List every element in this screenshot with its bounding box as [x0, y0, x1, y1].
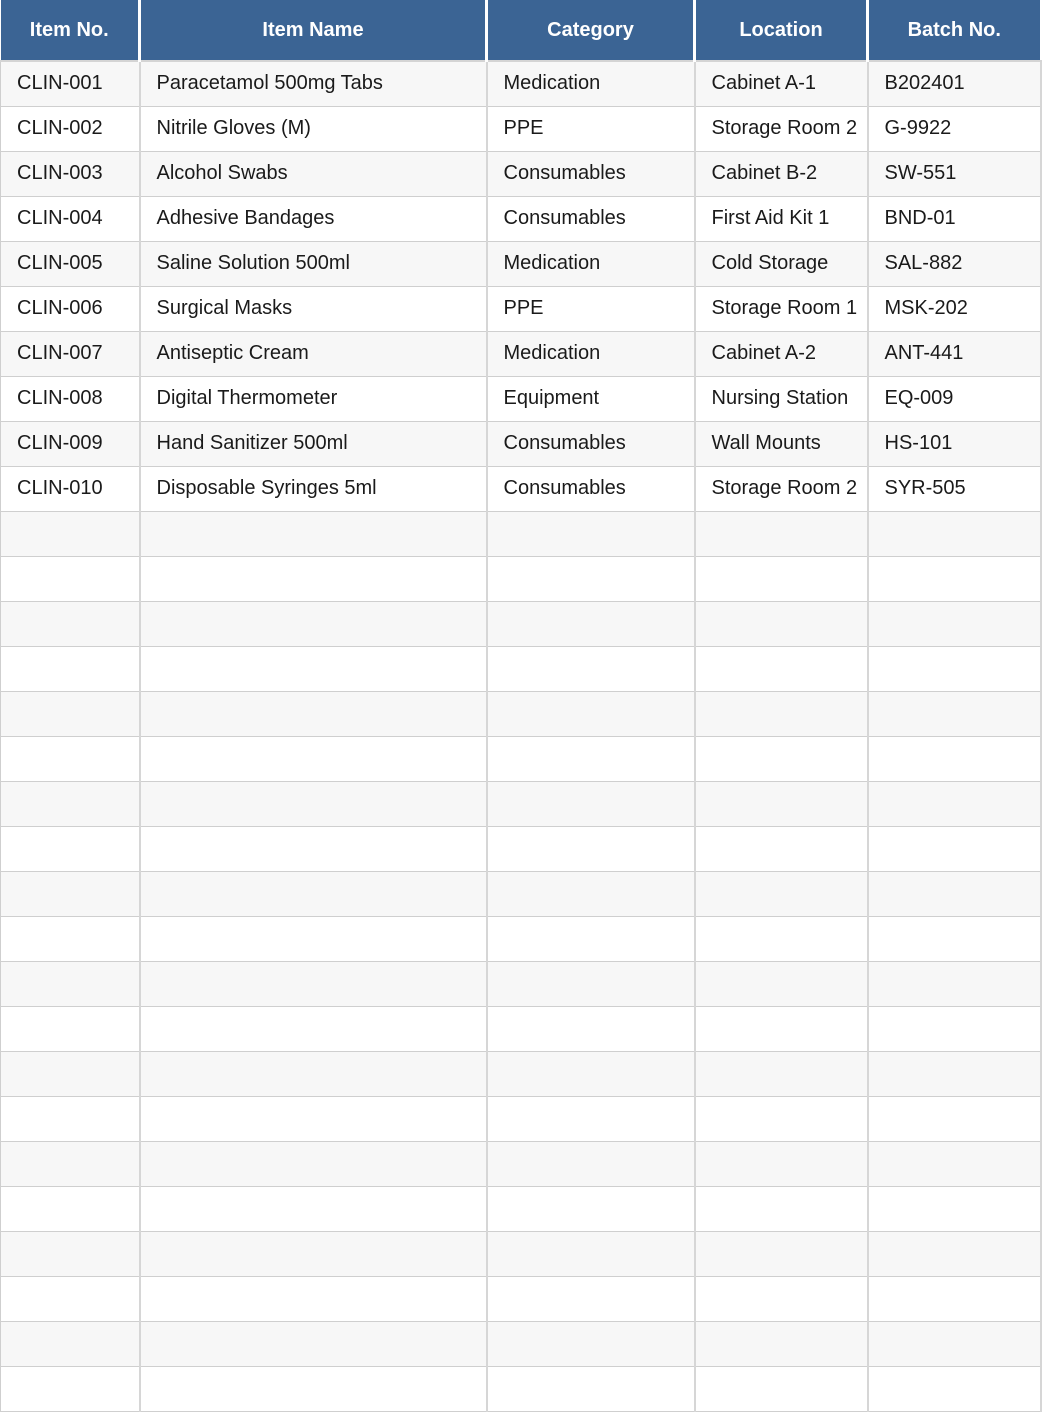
item-name-cell[interactable]: Alcohol Swabs — [140, 151, 487, 196]
table-row — [1, 196, 1041, 241]
table-row — [1, 1006, 1041, 1051]
batch-no-cell[interactable] — [868, 1276, 1041, 1321]
item-name-cell[interactable] — [140, 781, 487, 826]
table-row — [1, 916, 1041, 961]
item-name-cell[interactable] — [140, 1051, 487, 1096]
table-row — [1, 1231, 1041, 1276]
item-name-cell[interactable]: Saline Solution 500ml — [140, 241, 487, 286]
category-cell[interactable] — [487, 1141, 695, 1186]
item-no-cell[interactable] — [1, 1186, 140, 1231]
location-cell[interactable]: Cabinet A-1 — [695, 61, 868, 106]
category-cell[interactable] — [487, 826, 695, 871]
batch-no-cell[interactable]: EQ-009 — [868, 376, 1041, 421]
category-cell[interactable] — [487, 691, 695, 736]
table-row — [1, 736, 1041, 781]
table-row — [1, 151, 1041, 196]
table-row — [1, 421, 1041, 466]
location-cell[interactable]: Wall Mounts — [695, 421, 868, 466]
location-cell[interactable] — [695, 961, 868, 1006]
category-cell[interactable] — [487, 1366, 695, 1411]
item-no-cell[interactable] — [1, 1276, 140, 1321]
item-no-cell[interactable]: CLIN-002 — [1, 106, 140, 151]
item-name-cell[interactable]: Adhesive Bandages — [140, 196, 487, 241]
location-cell[interactable]: First Aid Kit 1 — [695, 196, 868, 241]
header-category[interactable]: Category — [487, 0, 695, 61]
item-no-cell[interactable]: CLIN-007 — [1, 331, 140, 376]
batch-no-cell[interactable] — [868, 1321, 1041, 1366]
table-row — [1, 1051, 1041, 1096]
location-cell[interactable] — [695, 646, 868, 691]
item-name-cell[interactable]: Antiseptic Cream — [140, 331, 487, 376]
item-name-cell[interactable]: Paracetamol 500mg Tabs — [140, 61, 487, 106]
item-name-cell[interactable] — [140, 1321, 487, 1366]
batch-no-cell[interactable] — [868, 826, 1041, 871]
category-cell[interactable]: Consumables — [487, 466, 695, 511]
batch-no-cell[interactable] — [868, 781, 1041, 826]
category-cell[interactable] — [487, 736, 695, 781]
item-no-cell[interactable] — [1, 1366, 140, 1411]
item-name-cell[interactable]: Surgical Masks — [140, 286, 487, 331]
table-row — [1, 1096, 1041, 1141]
table-row — [1, 646, 1041, 691]
table-row — [1, 601, 1041, 646]
category-cell[interactable] — [487, 781, 695, 826]
location-cell[interactable]: Storage Room 1 — [695, 286, 868, 331]
table-row — [1, 466, 1041, 511]
table-row — [1, 1276, 1041, 1321]
header-row — [1, 0, 1041, 61]
category-cell[interactable]: Medication — [487, 331, 695, 376]
item-name-cell[interactable] — [140, 1096, 487, 1141]
table-row — [1, 1141, 1041, 1186]
item-no-cell[interactable] — [1, 871, 140, 916]
table-row — [1, 1366, 1041, 1411]
batch-no-cell[interactable] — [868, 691, 1041, 736]
table-row — [1, 826, 1041, 871]
item-no-cell[interactable] — [1, 556, 140, 601]
header-location[interactable]: Location — [695, 0, 868, 61]
batch-no-cell[interactable] — [868, 1141, 1041, 1186]
category-cell[interactable] — [487, 601, 695, 646]
item-no-cell[interactable] — [1, 916, 140, 961]
item-name-cell[interactable] — [140, 556, 487, 601]
category-cell[interactable] — [487, 646, 695, 691]
table-row — [1, 556, 1041, 601]
category-cell[interactable] — [487, 916, 695, 961]
item-no-cell[interactable]: CLIN-003 — [1, 151, 140, 196]
batch-no-cell[interactable] — [868, 1366, 1041, 1411]
table-row — [1, 241, 1041, 286]
location-cell[interactable] — [695, 871, 868, 916]
item-no-cell[interactable] — [1, 826, 140, 871]
item-name-cell[interactable] — [140, 826, 487, 871]
item-name-cell[interactable] — [140, 601, 487, 646]
location-cell[interactable]: Storage Room 2 — [695, 106, 868, 151]
location-cell[interactable] — [695, 601, 868, 646]
batch-no-cell[interactable]: BND-01 — [868, 196, 1041, 241]
category-cell[interactable] — [487, 511, 695, 556]
item-name-cell[interactable] — [140, 646, 487, 691]
batch-no-cell[interactable] — [868, 601, 1041, 646]
batch-no-cell[interactable] — [868, 961, 1041, 1006]
item-name-cell[interactable] — [140, 691, 487, 736]
item-no-cell[interactable] — [1, 961, 140, 1006]
category-cell[interactable]: Medication — [487, 61, 695, 106]
table-row — [1, 1321, 1041, 1366]
table-row — [1, 961, 1041, 1006]
location-cell[interactable] — [695, 736, 868, 781]
category-cell[interactable]: PPE — [487, 106, 695, 151]
category-cell[interactable] — [487, 556, 695, 601]
location-cell[interactable]: Storage Room 2 — [695, 466, 868, 511]
item-no-cell[interactable] — [1, 1051, 140, 1096]
item-no-cell[interactable] — [1, 1141, 140, 1186]
location-cell[interactable]: Cabinet A-2 — [695, 331, 868, 376]
item-name-cell[interactable] — [140, 511, 487, 556]
category-cell[interactable]: Equipment — [487, 376, 695, 421]
item-no-cell[interactable] — [1, 691, 140, 736]
batch-no-cell[interactable]: B202401 — [868, 61, 1041, 106]
item-no-cell[interactable] — [1, 1321, 140, 1366]
item-no-cell[interactable] — [1, 736, 140, 781]
location-cell[interactable]: Cold Storage — [695, 241, 868, 286]
item-no-cell[interactable]: CLIN-008 — [1, 376, 140, 421]
item-name-cell[interactable]: Nitrile Gloves (M) — [140, 106, 487, 151]
item-no-cell[interactable]: CLIN-005 — [1, 241, 140, 286]
category-cell[interactable]: Consumables — [487, 196, 695, 241]
location-cell[interactable] — [695, 1141, 868, 1186]
item-no-cell[interactable] — [1, 781, 140, 826]
batch-no-cell[interactable]: G-9922 — [868, 106, 1041, 151]
item-name-cell[interactable] — [140, 1231, 487, 1276]
batch-no-cell[interactable] — [868, 556, 1041, 601]
location-cell[interactable] — [695, 1006, 868, 1051]
location-cell[interactable] — [695, 511, 868, 556]
location-cell[interactable]: Cabinet B-2 — [695, 151, 868, 196]
category-cell[interactable] — [487, 961, 695, 1006]
item-name-cell[interactable] — [140, 736, 487, 781]
batch-no-cell[interactable] — [868, 1051, 1041, 1096]
item-name-cell[interactable] — [140, 1366, 487, 1411]
header-batch-no[interactable]: Batch No. — [868, 0, 1041, 61]
item-name-cell[interactable] — [140, 1186, 487, 1231]
item-name-cell[interactable] — [140, 961, 487, 1006]
item-name-cell[interactable]: Hand Sanitizer 500ml — [140, 421, 487, 466]
category-cell[interactable] — [487, 1006, 695, 1051]
location-cell[interactable] — [695, 781, 868, 826]
location-cell[interactable]: Nursing Station — [695, 376, 868, 421]
item-no-cell[interactable]: CLIN-010 — [1, 466, 140, 511]
batch-no-cell[interactable] — [868, 646, 1041, 691]
batch-no-cell[interactable]: SW-551 — [868, 151, 1041, 196]
batch-no-cell[interactable] — [868, 736, 1041, 781]
header-item-name[interactable]: Item Name — [140, 0, 487, 61]
item-name-cell[interactable]: Disposable Syringes 5ml — [140, 466, 487, 511]
location-cell[interactable] — [695, 1096, 868, 1141]
item-no-cell[interactable] — [1, 1231, 140, 1276]
location-cell[interactable] — [695, 1231, 868, 1276]
batch-no-cell[interactable]: SAL-882 — [868, 241, 1041, 286]
item-no-cell[interactable]: CLIN-009 — [1, 421, 140, 466]
item-no-cell[interactable]: CLIN-006 — [1, 286, 140, 331]
category-cell[interactable]: Consumables — [487, 421, 695, 466]
item-no-cell[interactable] — [1, 511, 140, 556]
batch-no-cell[interactable]: SYR-505 — [868, 466, 1041, 511]
item-name-cell[interactable] — [140, 916, 487, 961]
batch-no-cell[interactable] — [868, 1231, 1041, 1276]
item-name-cell[interactable]: Digital Thermometer — [140, 376, 487, 421]
category-cell[interactable] — [487, 1231, 695, 1276]
item-no-cell[interactable]: CLIN-001 — [1, 61, 140, 106]
location-cell[interactable] — [695, 1051, 868, 1096]
category-cell[interactable] — [487, 1051, 695, 1096]
table-row — [1, 871, 1041, 916]
location-cell[interactable] — [695, 1276, 868, 1321]
item-name-cell[interactable] — [140, 1276, 487, 1321]
batch-no-cell[interactable] — [868, 1186, 1041, 1231]
item-name-cell[interactable] — [140, 1141, 487, 1186]
location-cell[interactable] — [695, 556, 868, 601]
batch-no-cell[interactable] — [868, 916, 1041, 961]
location-cell[interactable] — [695, 1186, 868, 1231]
batch-no-cell[interactable]: HS-101 — [868, 421, 1041, 466]
table-row — [1, 1186, 1041, 1231]
location-cell[interactable] — [695, 916, 868, 961]
table-row — [1, 286, 1041, 331]
item-name-cell[interactable] — [140, 871, 487, 916]
table-row — [1, 331, 1041, 376]
location-cell[interactable] — [695, 1366, 868, 1411]
category-cell[interactable]: Medication — [487, 241, 695, 286]
batch-no-cell[interactable]: MSK-202 — [868, 286, 1041, 331]
table-row — [1, 511, 1041, 556]
header-item-no[interactable]: Item No. — [1, 0, 140, 61]
batch-no-cell[interactable] — [868, 871, 1041, 916]
table-row — [1, 691, 1041, 736]
batch-no-cell[interactable] — [868, 1006, 1041, 1051]
batch-no-cell[interactable]: ANT-441 — [868, 331, 1041, 376]
table-row — [1, 781, 1041, 826]
item-no-cell[interactable] — [1, 1006, 140, 1051]
category-cell[interactable] — [487, 1321, 695, 1366]
location-cell[interactable] — [695, 826, 868, 871]
location-cell[interactable] — [695, 691, 868, 736]
table-row — [1, 61, 1041, 106]
category-cell[interactable] — [487, 1186, 695, 1231]
item-no-cell[interactable] — [1, 1096, 140, 1141]
item-no-cell[interactable]: CLIN-004 — [1, 196, 140, 241]
batch-no-cell[interactable] — [868, 1096, 1041, 1141]
category-cell[interactable]: Consumables — [487, 151, 695, 196]
category-cell[interactable]: PPE — [487, 286, 695, 331]
category-cell[interactable] — [487, 1096, 695, 1141]
table-row — [1, 376, 1041, 421]
batch-no-cell[interactable] — [868, 511, 1041, 556]
category-cell[interactable] — [487, 871, 695, 916]
table-row — [1, 106, 1041, 151]
category-cell[interactable] — [487, 1276, 695, 1321]
table-body — [1, 61, 1041, 1411]
location-cell[interactable] — [695, 1321, 868, 1366]
item-no-cell[interactable] — [1, 601, 140, 646]
item-name-cell[interactable] — [140, 1006, 487, 1051]
item-no-cell[interactable] — [1, 646, 140, 691]
